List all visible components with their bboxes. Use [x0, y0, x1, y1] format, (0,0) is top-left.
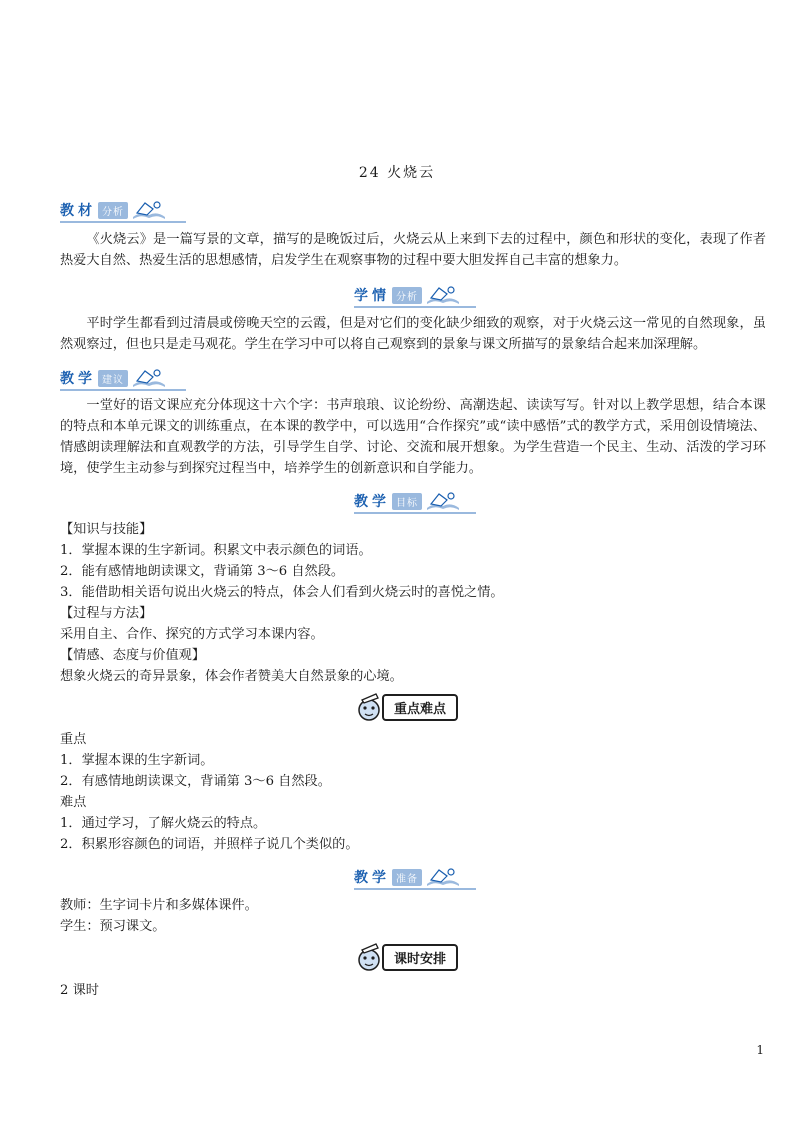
- badge-underline: [354, 306, 476, 308]
- goal-heading-process: 【过程与方法】: [60, 606, 153, 621]
- goal-item: 3．能借助相关语句说出火烧云的特点，体会人们看到火烧云时的喜悦之情。: [60, 585, 504, 600]
- badge-main: 学情: [354, 288, 390, 304]
- book-icon: [425, 490, 461, 512]
- page-number: 1: [756, 1043, 764, 1057]
- book-icon: [131, 199, 167, 221]
- goal-item: 想象火烧云的奇异景象，体会作者赞美大自然景象的心境。: [60, 669, 403, 684]
- section-badge-keshi: [352, 940, 458, 974]
- prep-item: 学生：预习课文。: [60, 919, 166, 934]
- book-icon: [425, 284, 461, 306]
- goal-item: 1．掌握本课的生字新词。积累文中表示颜色的词语。: [60, 543, 372, 558]
- book-icon: [425, 866, 461, 888]
- cartoon-mascot-icon: [352, 690, 386, 724]
- key-item: 2．有感情地朗读课文，背诵第 3～6 自然段。: [60, 774, 331, 789]
- badge-sub: 分析: [98, 202, 128, 219]
- badge-underline: [60, 389, 186, 391]
- goal-heading-knowledge: 【知识与技能】: [60, 522, 153, 537]
- book-icon: [131, 367, 167, 389]
- lesson-title: 24 火烧云: [358, 165, 436, 181]
- class-hours: 2 课时: [60, 983, 99, 998]
- section-badge-zhunbei: [354, 866, 461, 888]
- badge-main: 教材: [60, 203, 96, 219]
- badge-sub: 准备: [392, 869, 422, 886]
- section-badge-jiaocai: [60, 199, 167, 221]
- section-badge-xueqing: [354, 284, 461, 306]
- goal-heading-emotion: 【情感、态度与价值观】: [60, 648, 206, 663]
- badge-main: 教学: [354, 494, 390, 510]
- paragraph-jianyi: 一堂好的语文课应充分体现这十六个字：书声琅琅、议论纷纷、高潮迭起、读读写写。针对以上教学思想，结合本课的特点和本单元课文的训练重点，在本课的教学中，可以选用“合作探究”或“读中感悟”式的教学方式，采用创设情境法、情感朗读理解法和直观教学的方法，引导学生自学、讨论、交流和展开想象。为学生营造一个民主、生动、活泼的学习环境，使学生主动参与到探究过程当中，培养学生的创新意识和自学能力。: [60, 398, 766, 476]
- badge-sub: 目标: [392, 493, 422, 510]
- key-heading: 重点: [60, 732, 87, 747]
- difficulty-heading: 难点: [60, 795, 87, 810]
- badge-label: 课时安排: [382, 944, 458, 971]
- section-badge-zhongdian: [352, 690, 458, 724]
- prep-item: 教师：生字词卡片和多媒体课件。: [60, 898, 258, 913]
- badge-underline: [354, 512, 476, 514]
- difficulty-item: 2．积累形容颜色的词语，并照样子说几个类似的。: [60, 837, 359, 852]
- badge-main: 教学: [60, 371, 96, 387]
- badge-main: 教学: [354, 870, 390, 886]
- goal-item: 采用自主、合作、探究的方式学习本课内容。: [60, 627, 324, 642]
- badge-sub: 分析: [392, 287, 422, 304]
- badge-underline: [354, 888, 476, 890]
- badge-sub: 建议: [98, 370, 128, 387]
- badge-label: 重点难点: [382, 694, 458, 721]
- goal-item: 2．能有感情地朗读课文，背诵第 3～6 自然段。: [60, 564, 345, 579]
- badge-underline: [60, 221, 186, 223]
- paragraph-xueqing: 平时学生都看到过清晨或傍晚天空的云霞，但是对它们的变化缺少细致的观察，对于火烧云这一常见的自然现象，虽然观察过，但也只是走马观花。学生在学习中可以将自己观察到的景象与课文所描写的景象结合起来加深理解。: [60, 316, 766, 352]
- key-item: 1．掌握本课的生字新词。: [60, 753, 214, 768]
- section-badge-jianyi: [60, 367, 167, 389]
- section-badge-mubiao: [354, 490, 461, 512]
- cartoon-mascot-icon: [352, 940, 386, 974]
- paragraph-jiaocai: 《火烧云》是一篇写景的文章，描写的是晚饭过后，火烧云从上来到下去的过程中，颜色和形状的变化，表现了作者热爱大自然、热爱生活的思想感情，启发学生在观察事物的过程中要大胆发挥自己丰富的想象力。: [60, 232, 766, 268]
- difficulty-item: 1．通过学习，了解火烧云的特点。: [60, 816, 267, 831]
